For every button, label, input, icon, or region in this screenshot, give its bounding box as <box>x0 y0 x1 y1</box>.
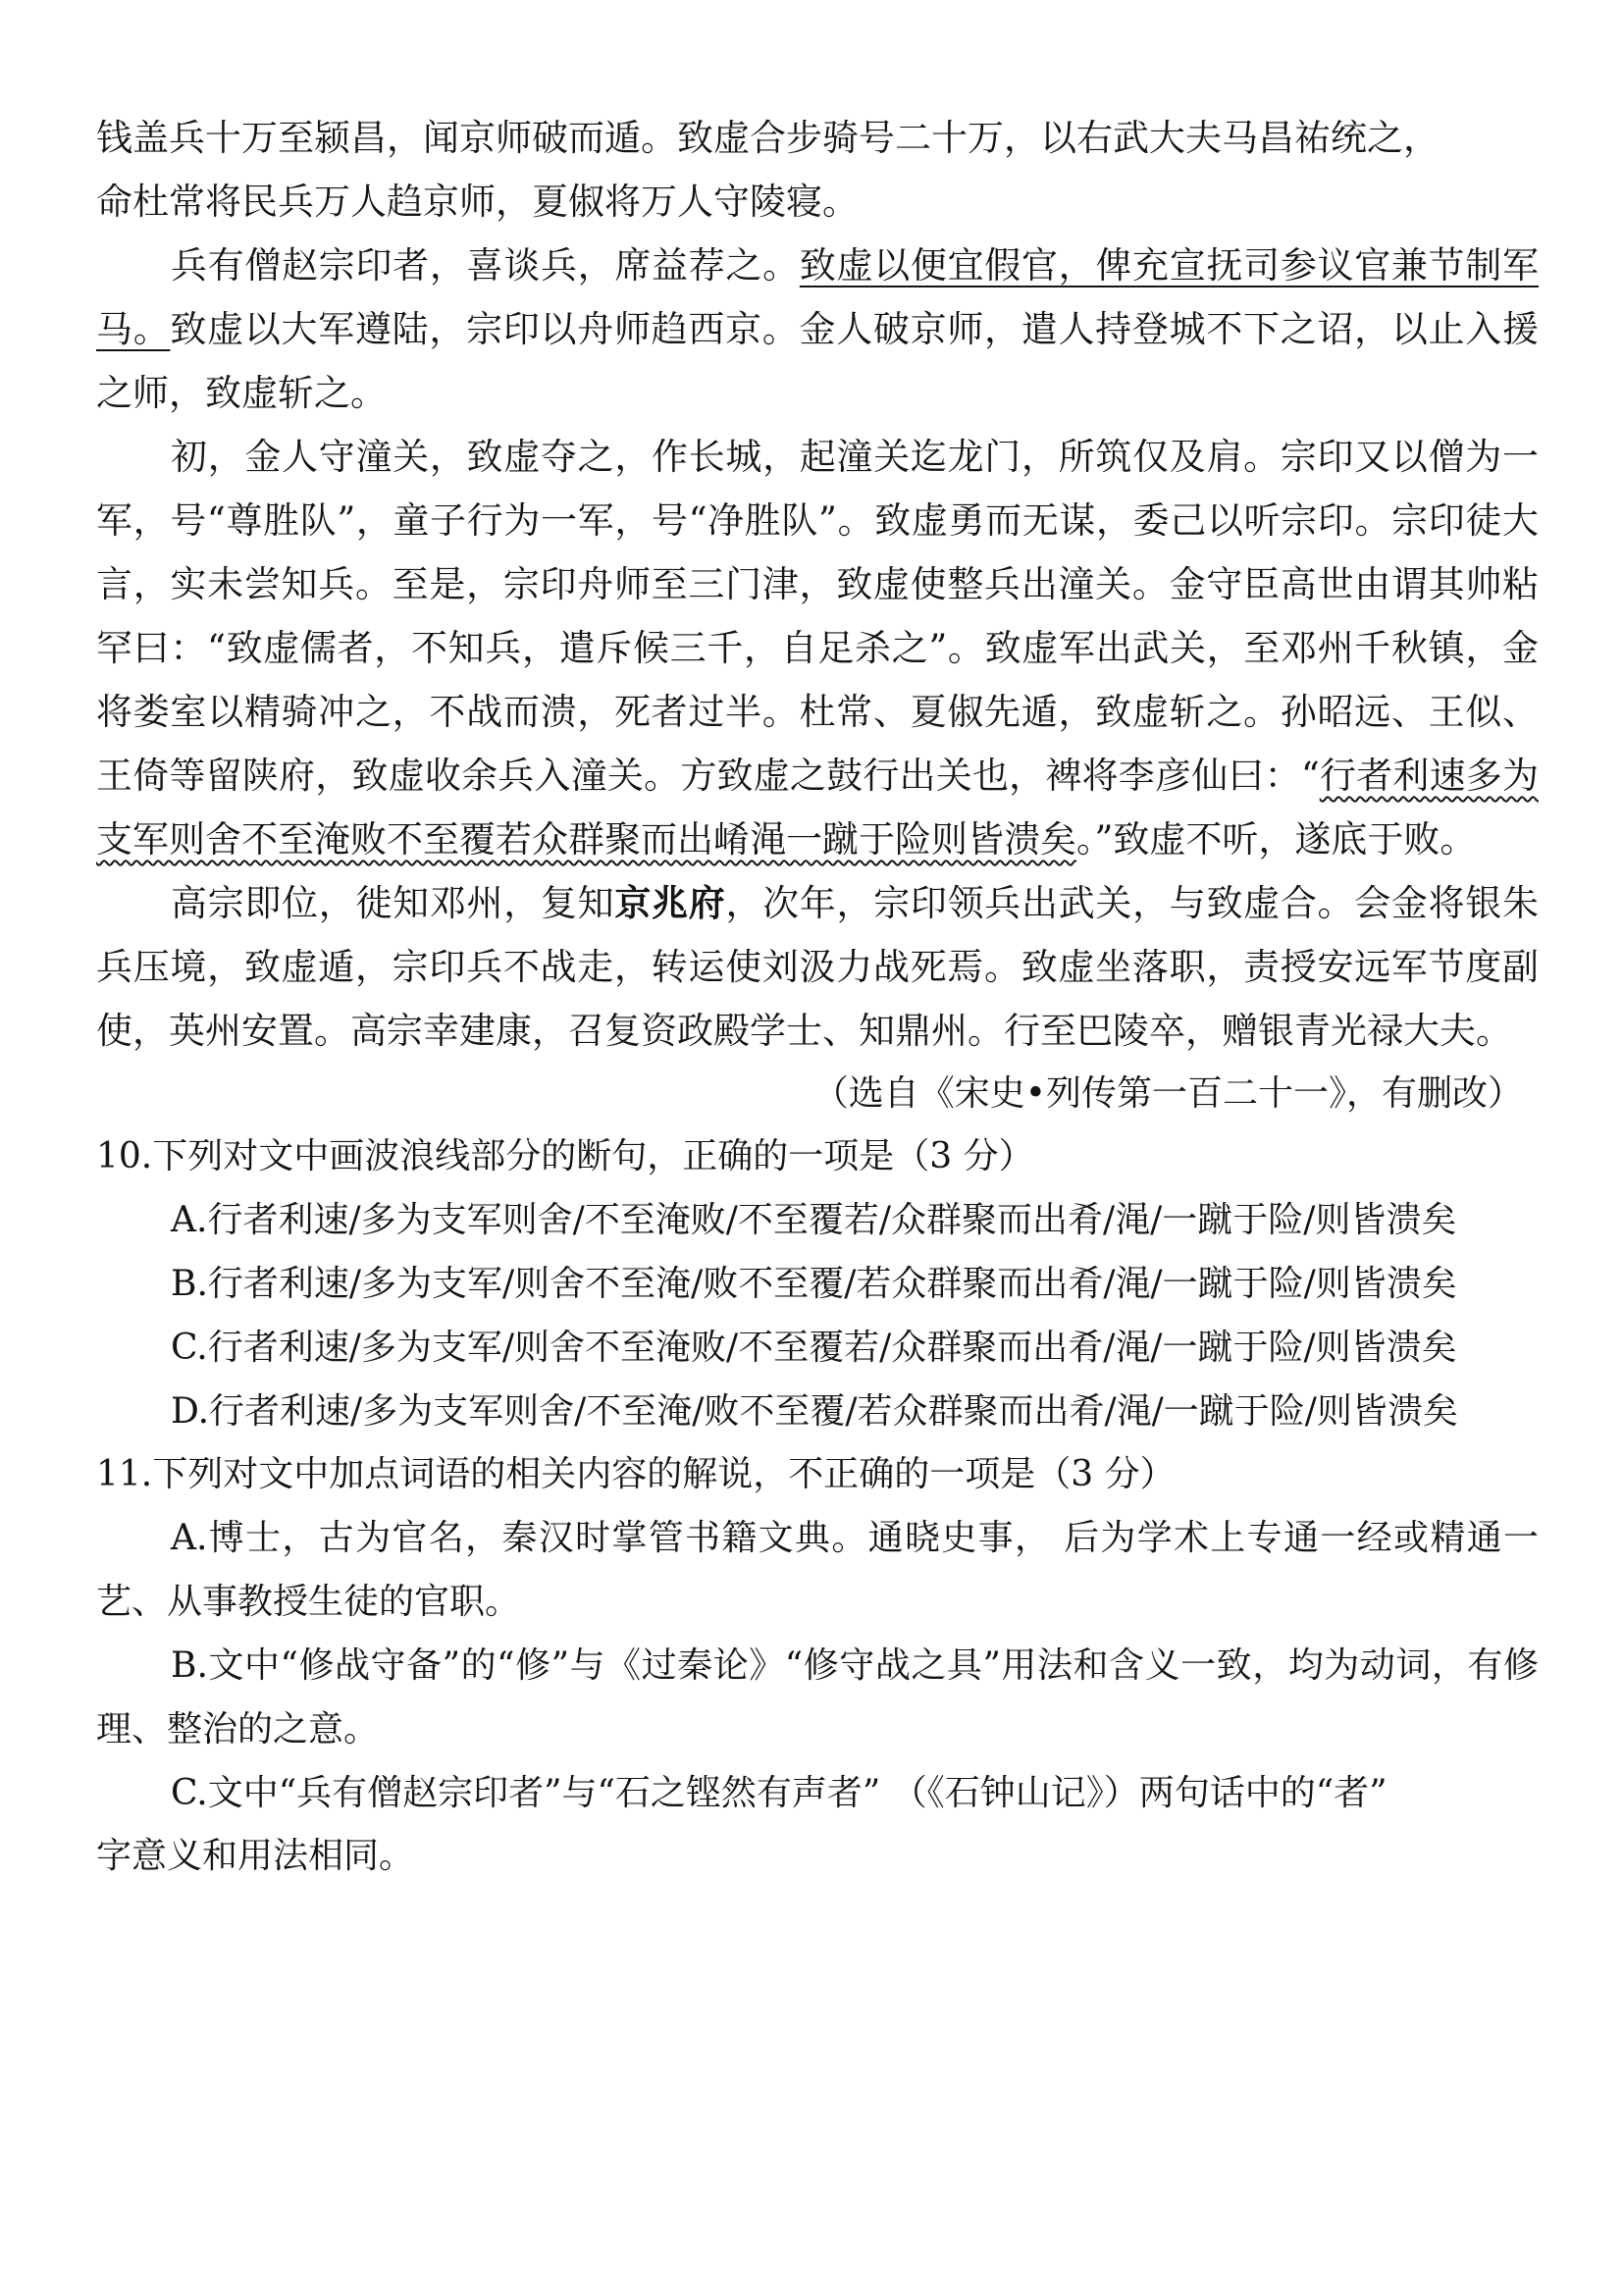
wavy-underlined-sentence: 行者利速多为支军则舍不至淹败不至覆若众群聚而出崤渑一蹴于险则皆溃矣 <box>96 755 1539 861</box>
passage-source: （选自《宋史•列传第一百二十一》，有删改） <box>812 1073 1523 1114</box>
question-11-option-a: A.博士，古为官名，秦汉时掌管书籍文典。通晓史事， 后为学术上专通一经或精通一艺、从事教授生徒的官职。 <box>96 1518 1539 1622</box>
question-11-option-c-continuation: 字意义和用法相同。 <box>96 1836 415 1876</box>
passage-paragraph-4 <box>96 871 1539 1063</box>
question-10-option-b: B.行者利速/多为支军/则舍不至淹/败不至覆/若众群聚而出肴/渑/一蹴于险/则皆溃矣 <box>171 1264 1457 1304</box>
question-10-option-a: A.行者利速/多为支军则舍/不至淹败/不至覆若/众群聚而出肴/渑/一蹴于险/则皆溃矣 <box>171 1200 1457 1240</box>
question-11-stem: 11.下列对文中加点词语的相关内容的解说，不正确的一项是（3 分） <box>96 1454 1176 1494</box>
passage-text: 命杜常将民兵万人趋京师，夏俶将万人守陵寝。 <box>96 181 859 223</box>
passage-paragraph-2 <box>96 234 1539 425</box>
question-11-option-c: C.文中“兵有僧赵宗印者”与“石之铿然有声者” （《石钟山记》）两句话中的“者” <box>171 1773 1387 1813</box>
passage-text: 初，金人守潼关，致虚夺之，作长城，起潼关迄龙门，所筑仅及肩。宗印又以僧为一军，号“尊胜队”，童子行为一军，号“净胜队”。致虚勇而无谋，委己以听宗印。宗印徒大言，实未尝知兵。至是，宗印舟师至三门津，致虚使整兵出潼关。金守臣高世由谓其帅粘罕曰：“致虚儒者，不知兵，遣斥候三千，自足杀之”。致虚军出武关，至邓州千秋镇，金将娄室以精骑冲之，不战而溃，死者过半。杜常、夏俶先遁，致虚斩之。孙昭远、王似、王倚等留陕府，致虚收余兵入潼关。方致虚之鼓行出关也，裨将李彦仙曰：“ <box>96 436 1539 797</box>
document-page <box>96 106 1539 1888</box>
passage-paragraph-1 <box>96 106 1539 234</box>
question-11-option-b: B.文中“修战守备”的“修”与《过秦论》“修守战之具”用法和含义一致，均为动词，有修理、整治的之意。 <box>96 1645 1539 1749</box>
passage-text: 兵有僧赵宗印者，喜谈兵，席益荐之。 <box>171 244 800 287</box>
question-10-option-d: D.行者利速/多为支军则舍/不至淹/败不至覆/若众群聚而出肴/渑/一蹴于险/则皆溃矣 <box>171 1391 1458 1432</box>
dotted-term: 京兆府 <box>614 881 726 924</box>
passage-text: 致虚以大军遵陆，宗印以舟师趋西京。金人破京师，遣人持登城不下之诏，以止入援之师，致虚斩之。 <box>96 308 1539 414</box>
passage-text: 高宗即位，徙知邓州，复知 <box>171 882 615 924</box>
passage-text: ，次年，宗印领兵出武关，与致虚合。会金将银朱兵压境，致虚遁，宗印兵不战走，转运使刘汲力战死焉。致虚坐落职，责授安远军节度副使，英州安置。高宗幸建康，召复资政殿学士、知鼎州。行至巴陵卒，赠银青光禄大夫。 <box>96 882 1540 1052</box>
question-10-option-c: C.行者利速/多为支军/则舍不至淹败/不至覆若/众群聚而出肴/渑/一蹴于险/则皆溃矣 <box>171 1328 1457 1368</box>
passage-text: 。”致虚不听，遂底于败。 <box>1076 818 1477 861</box>
passage-text: 钱盖兵十万至颍昌，闻京师破而遁。致虚合步骑号二十万，以右武大夫马昌祐统之， <box>96 117 1440 159</box>
underlined-sentence: 致虚以便宜假官，俾充宣抚司参议官兼节制军马。 <box>96 244 1540 350</box>
question-10-stem: 10.下列对文中画波浪线部分的断句，正确的一项是（3 分） <box>96 1136 1034 1176</box>
passage-paragraph-3 <box>96 425 1539 871</box>
